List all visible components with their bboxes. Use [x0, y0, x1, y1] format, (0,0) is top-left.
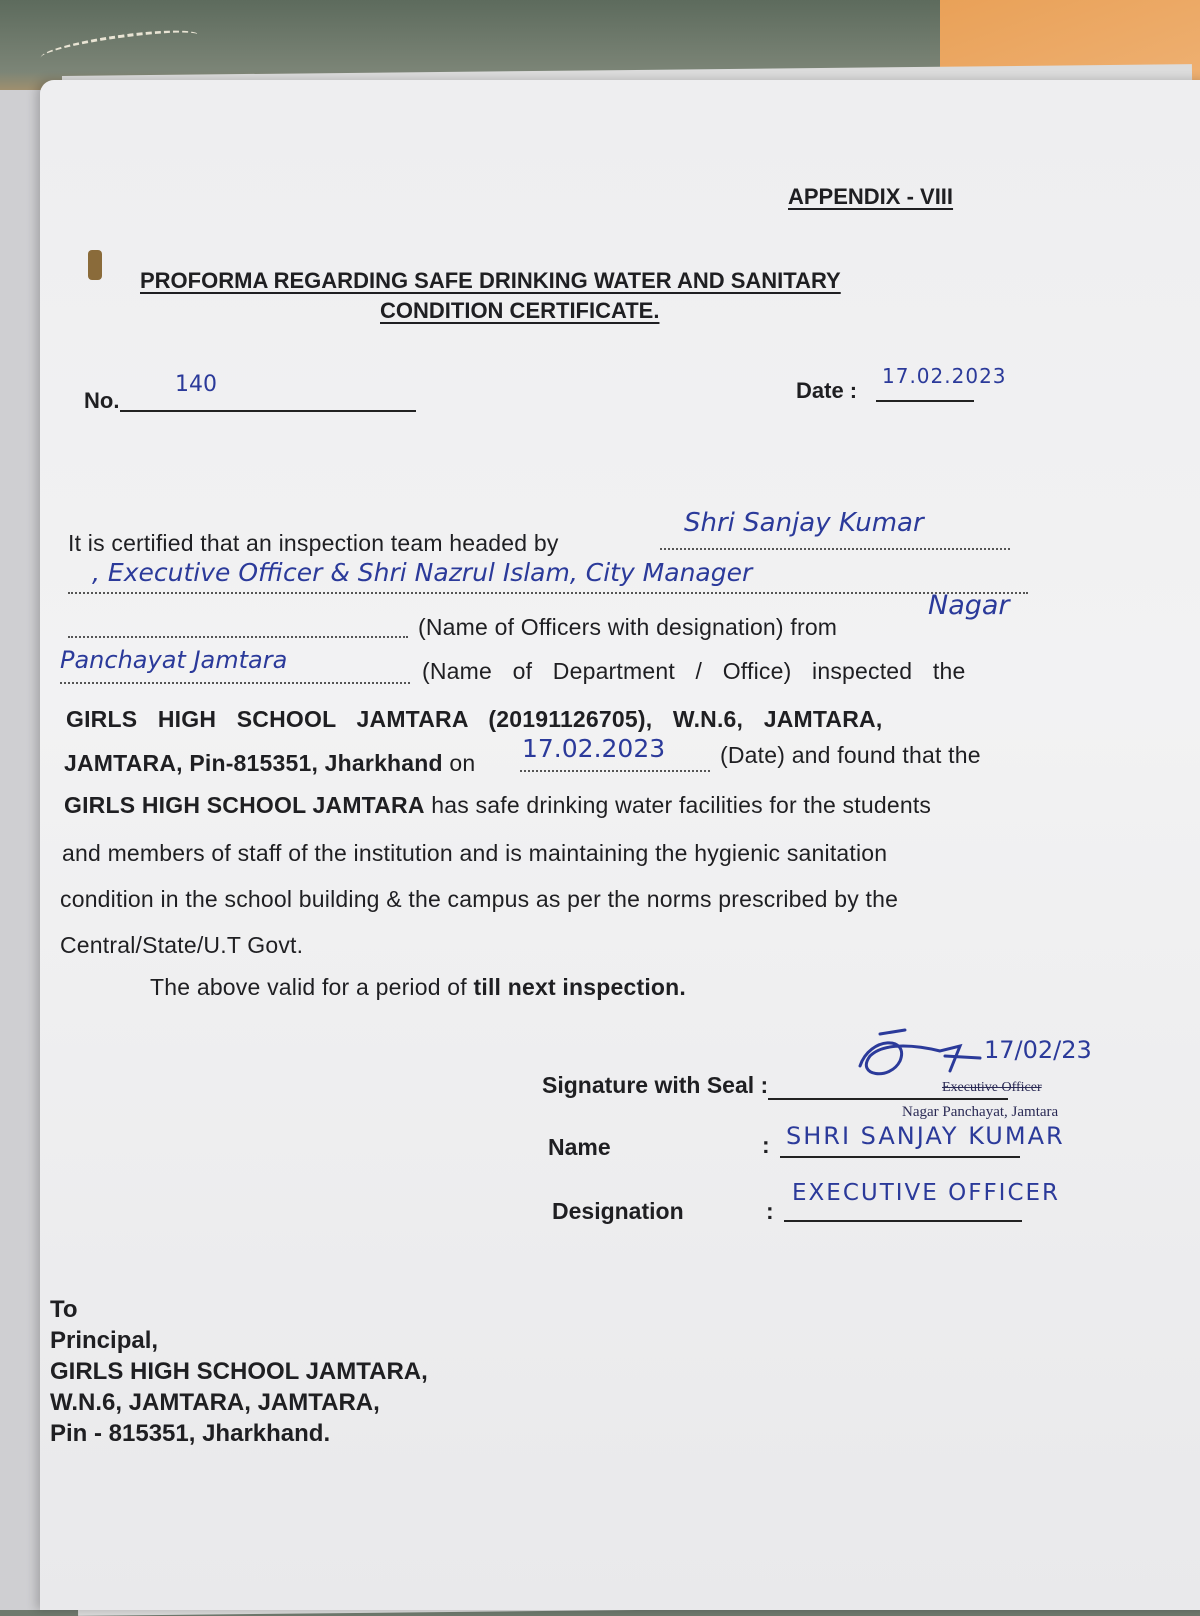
- school-identification: GIRLS HIGH SCHOOL JAMTARA (20191126705), W.N.6, JAMTARA,: [66, 706, 883, 732]
- seal-line-1: Executive Officer: [942, 1080, 1042, 1095]
- dots-line-2: [68, 592, 1028, 594]
- appendix-label: APPENDIX - VIII: [788, 184, 954, 209]
- address-line-3: W.N.6, JAMTARA, JAMTARA,: [50, 1389, 380, 1416]
- certificate-page: [40, 80, 1200, 1610]
- address-to: To: [50, 1296, 78, 1323]
- department-name: Panchayat Jamtara: [60, 646, 288, 674]
- address-line-2: GIRLS HIGH SCHOOL JAMTARA,: [50, 1358, 428, 1385]
- file-tag: [88, 250, 102, 280]
- body-on: on: [449, 750, 476, 776]
- body-line-10: Central/State/U.T Govt.: [60, 932, 304, 958]
- designation-line: [784, 1220, 1022, 1222]
- validity-text: The above valid for a period of: [150, 974, 467, 1000]
- dots-line-1: [660, 548, 1010, 550]
- name-line: [780, 1156, 1020, 1158]
- date-value: 17.02.2023: [882, 364, 1007, 388]
- designation-label: Designation: [552, 1198, 684, 1224]
- designation-colon: :: [766, 1198, 774, 1224]
- number-value: 140: [175, 372, 217, 397]
- school-address: JAMTARA, Pin-815351, Jharkhand: [64, 750, 443, 776]
- body-line-1: It is certified that an inspection team headed by: [68, 530, 559, 556]
- number-label: No.: [84, 388, 120, 413]
- body-line-9: condition in the school building & the campus as per the norms prescribed by the: [60, 886, 899, 912]
- designation-value: EXECUTIVE OFFICER: [792, 1180, 1061, 1206]
- address-line-1: Principal,: [50, 1327, 159, 1354]
- body-line-8: and members of staff of the institution and is maintaining the hygienic sanitation: [62, 840, 888, 866]
- name-value: SHRI SANJAY KUMAR: [786, 1122, 1065, 1150]
- title-line-2: CONDITION CERTIFICATE.: [380, 298, 660, 323]
- name-label: Name: [548, 1134, 611, 1160]
- title-line-1: PROFORMA REGARDING SAFE DRINKING WATER AND SANITARY: [140, 268, 841, 293]
- address-line-4: Pin - 815351, Jharkhand.: [50, 1420, 331, 1447]
- body-line-6: (Date) and found that the: [720, 742, 981, 768]
- number-line: [120, 410, 416, 412]
- school-name: GIRLS HIGH SCHOOL JAMTARA: [64, 792, 425, 818]
- body-line-3: (Name of Officers with designation) from: [418, 614, 838, 640]
- dots-line-6: [520, 770, 710, 772]
- from-office: Nagar: [928, 590, 1010, 621]
- name-colon: :: [762, 1132, 770, 1158]
- signature-date: 17/02/23: [984, 1036, 1092, 1064]
- date-label: Date :: [796, 378, 858, 403]
- inspection-date: 17.02.2023: [522, 734, 666, 763]
- officer-designations: , Executive Officer & Shri Nazrul Islam, City Manager: [92, 558, 753, 587]
- dots-line-4: [60, 682, 410, 684]
- validity-period: till next inspection.: [473, 974, 687, 1000]
- date-line: [876, 400, 974, 402]
- signature-label: Signature with Seal :: [542, 1072, 769, 1098]
- body-line-4: (Name of Department / Office) inspected the: [422, 658, 966, 684]
- officer-name: Shri Sanjay Kumar: [684, 508, 924, 538]
- dots-line-3: [68, 636, 408, 638]
- body-line-7: has safe drinking water facilities for the students: [431, 792, 932, 818]
- seal-line-2: Nagar Panchayat, Jamtara: [902, 1104, 1059, 1120]
